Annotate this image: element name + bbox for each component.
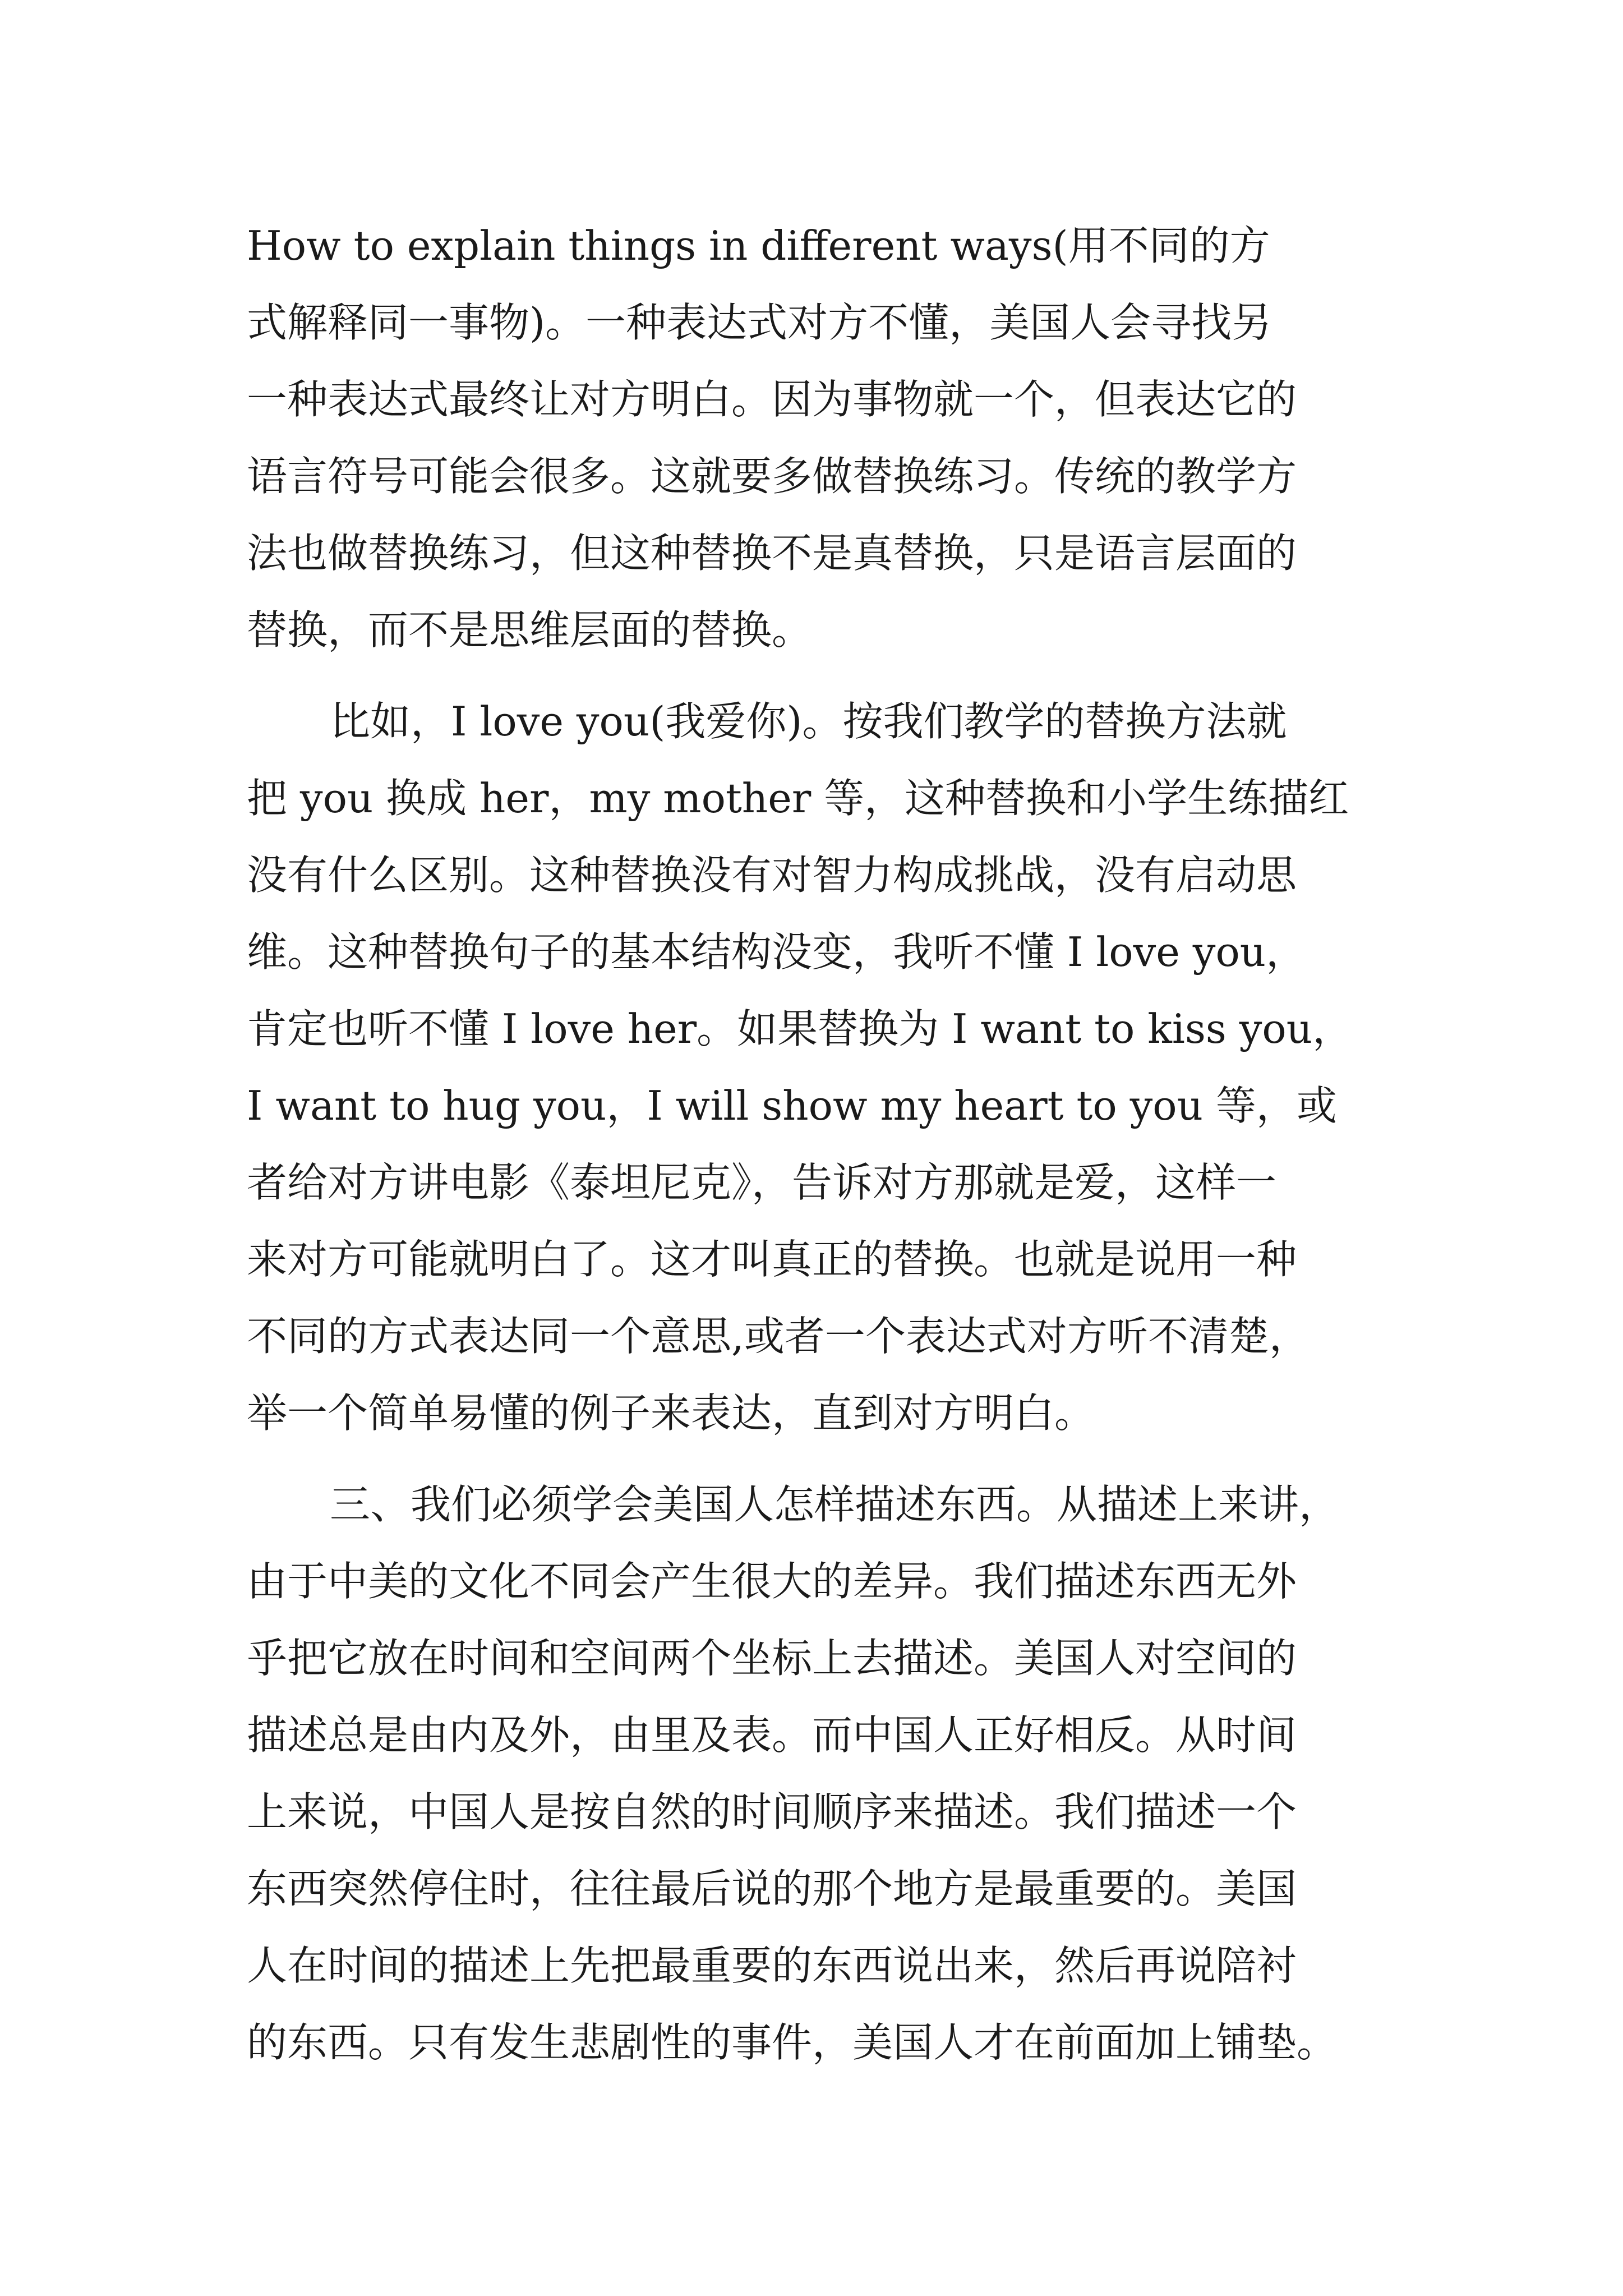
text-line: 者给对方讲电影《泰坦尼克》，告诉对方那就是爱，这样一 <box>247 1159 1277 1206</box>
text-line: 没有什么区别。这种替换没有对智力构成挑战，没有启动思 <box>247 852 1297 899</box>
paragraph-2 <box>247 683 1385 1452</box>
text-line: 描述总是由内及外，由里及表。而中国人正好相反。从时间 <box>247 1711 1297 1759</box>
text-line: 把 you 换成 her，my mother 等，这种替换和小学生练描红 <box>247 775 1349 822</box>
text-line: 维。这种替换句子的基本结构没变，我听不懂 I love you， <box>247 928 1307 976</box>
text-line: 比如，I love you(我爱你)。按我们教学的替换方法就 <box>330 698 1287 745</box>
text-line: How to explain things in different ways(用不同的方 <box>247 222 1270 269</box>
text-line: 人在时间的描述上先把最重要的东西说出来，然后再说陪衬 <box>247 1942 1297 1989</box>
text-line: 的东西。只有发生悲剧性的事件，美国人才在前面加上铺垫。 <box>247 2019 1338 2066</box>
paragraph-spacer <box>247 669 1385 683</box>
text-line: 不同的方式表达同一个意思,或者一个表达式对方听不清楚， <box>247 1313 1310 1360</box>
text-line: 上来说，中国人是按自然的时间顺序来描述。我们描述一个 <box>247 1788 1297 1835</box>
text-line: 举一个简单易懂的例子来表达，直到对方明白。 <box>247 1389 1095 1437</box>
text-line: 一种表达式最终让对方明白。因为事物就一个，但表达它的 <box>247 376 1297 423</box>
text-line: 三、我们必须学会美国人怎样描述东西。从描述上来讲， <box>330 1481 1340 1528</box>
text-line: 法也做替换练习，但这种替换不是真替换，只是语言层面的 <box>247 530 1297 577</box>
text-line: 东西突然停住时，往往最后说的那个地方是最重要的。美国 <box>247 1865 1297 1912</box>
text-line: 替换，而不是思维层面的替换。 <box>247 606 813 654</box>
text-line: 由于中美的文化不同会产生很大的差异。我们描述东西无外 <box>247 1558 1297 1605</box>
text-line: 来对方可能就明白了。这才叫真正的替换。也就是说用一种 <box>247 1236 1297 1283</box>
paragraph-1 <box>247 208 1385 669</box>
text-line: 乎把它放在时间和空间两个坐标上去描述。美国人对空间的 <box>247 1635 1297 1682</box>
text-line: 语言符号可能会很多。这就要多做替换练习。传统的教学方 <box>247 453 1297 500</box>
paragraph-3 <box>247 1466 1385 2081</box>
text-line: I want to hug you，I will show my heart to you 等，或 <box>247 1082 1337 1129</box>
text-line: 式解释同一事物)。一种表达式对方不懂，美国人会寻找另 <box>247 299 1272 346</box>
paragraph-spacer <box>247 1452 1385 1466</box>
text-line: 肯定也听不懂 I love her。如果替换为 I want to kiss you， <box>247 1005 1353 1052</box>
document-body <box>247 208 1385 2081</box>
